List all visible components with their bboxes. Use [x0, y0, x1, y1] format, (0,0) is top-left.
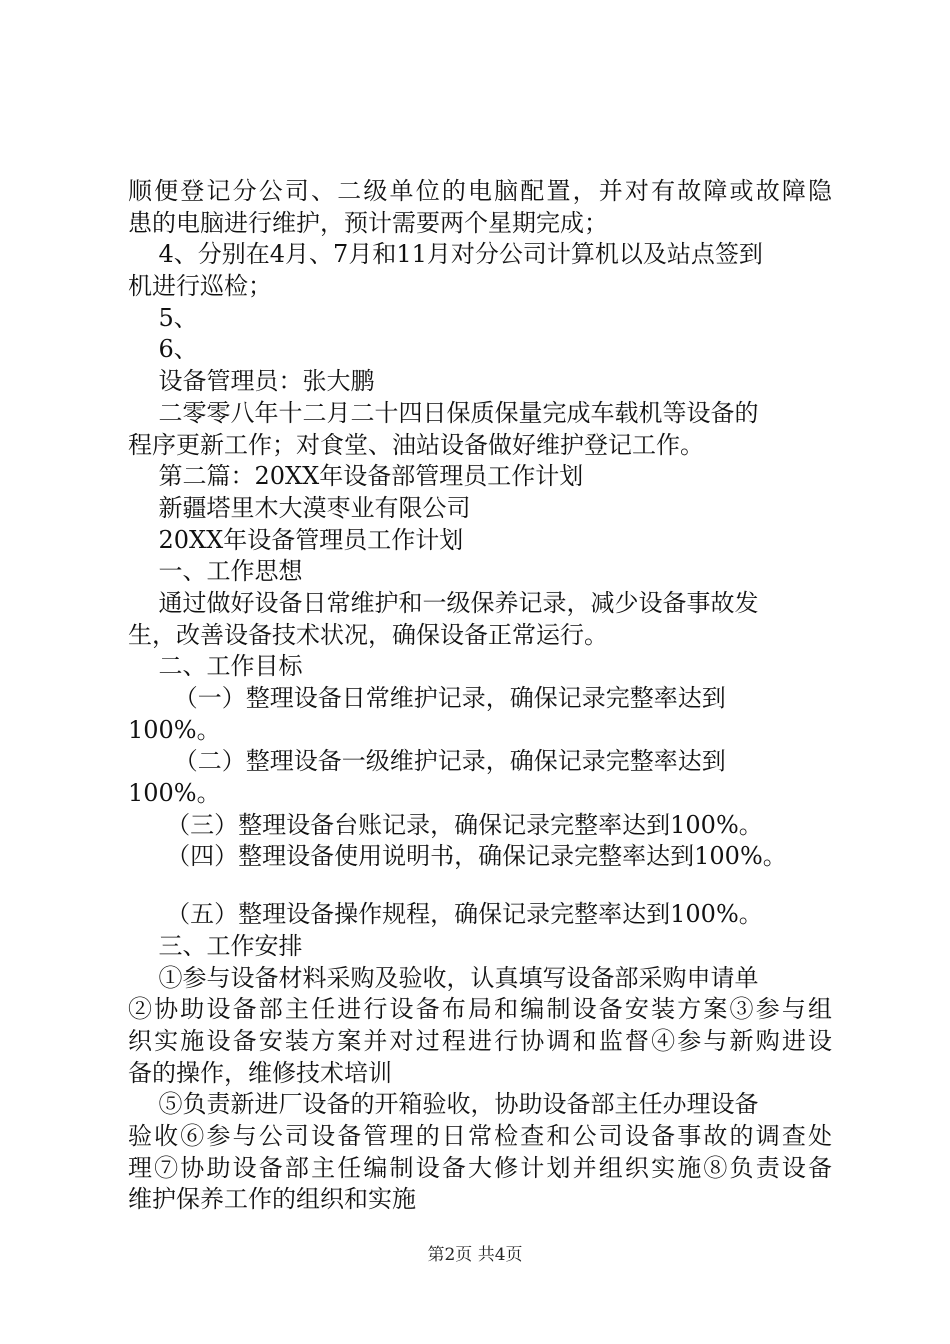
text-line: 设备管理员：张大鹏 [128, 367, 375, 396]
text-line: 备的操作，维修技术培训 [128, 1058, 392, 1087]
text-line: ①参与设备材料采购及验收，认真填写设备部采购申请单 [128, 963, 759, 992]
paragraph-gap [128, 873, 832, 899]
text-line: 5、 [128, 303, 198, 332]
text-line: 维护保养工作的组织和实施 [128, 1185, 416, 1214]
text-line: 顺便登记分公司、二级单位的电脑配置，并对有故障或故障隐 [128, 177, 832, 205]
text-line: 生，改善设备技术状况，确保设备正常运行。 [128, 620, 608, 649]
text-line: 通过做好设备日常维护和一级保养记录，减少设备事故发 [128, 588, 759, 617]
text-line: 二、工作目标 [128, 652, 303, 681]
text-line: （四）整理设备使用说明书，确保记录完整率达到100%。 [128, 842, 787, 871]
text-line: ②协助设备部主任进行设备布局和编制设备安装方案③参与组 [128, 995, 832, 1024]
text-line: 验收⑥参与公司设备管理的日常检查和公司设备事故的调查处 [128, 1121, 832, 1150]
text-line: （二）整理设备一级维护记录，确保记录完整率达到 [128, 747, 726, 776]
text-line: 新疆塔里木大漠枣业有限公司 [128, 493, 471, 522]
document-body [128, 176, 832, 1216]
text-line: 一、工作思想 [128, 557, 303, 586]
text-line: 患的电脑进行维护，预计需要两个星期完成； [128, 208, 608, 237]
text-line: 程序更新工作；对食堂、油站设备做好维护登记工作。 [128, 430, 704, 459]
text-line: （五）整理设备操作规程，确保记录完整率达到100%。 [128, 900, 763, 929]
text-line: 三、工作安排 [128, 931, 303, 960]
text-line: 20XX年设备管理员工作计划 [128, 525, 464, 554]
text-line: 织实施设备安装方案并对过程进行协调和监督④参与新购进设 [128, 1026, 832, 1055]
text-line: （三）整理设备台账记录，确保记录完整率达到100%。 [128, 810, 763, 839]
text-line: 理⑦协助设备部主任编制设备大修计划并组织实施⑧负责设备 [128, 1153, 832, 1182]
text-line: 机进行巡检； [128, 272, 272, 301]
text-line: 6、 [128, 335, 198, 364]
text-line: ⑤负责新进厂设备的开箱验收，协助设备部主任办理设备 [128, 1090, 759, 1119]
text-line: 100%。 [128, 779, 221, 808]
text-line: 4、分别在4月、7月和11月对分公司计算机以及站点签到 [128, 240, 763, 269]
text-line: 二零零八年十二月二十四日保质保量完成车载机等设备的 [128, 398, 759, 427]
text-line: （一）整理设备日常维护记录，确保记录完整率达到 [128, 684, 726, 712]
text-line: 第二篇：20XX年设备部管理员工作计划 [128, 462, 584, 491]
text-line: 100%。 [128, 715, 221, 744]
page-number-footer: 第2页 共4页 [427, 1245, 523, 1265]
